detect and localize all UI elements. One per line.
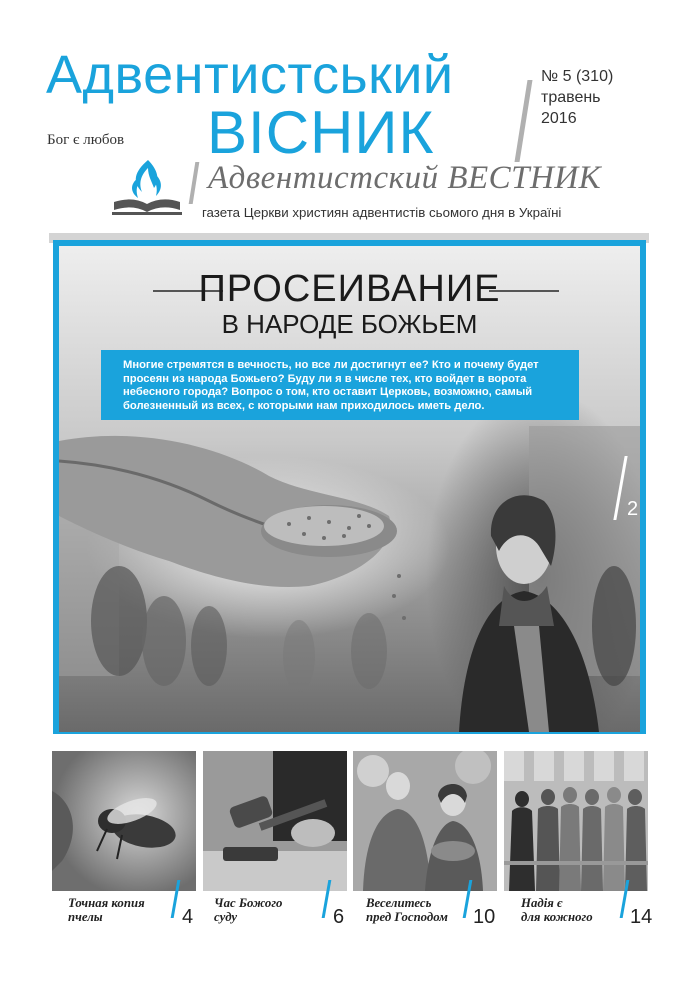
issue-month: травень — [541, 89, 601, 106]
couple-photo — [353, 751, 497, 891]
article-thumbnail-couple[interactable] — [353, 751, 497, 891]
article-thumbnail-bee[interactable] — [52, 751, 196, 891]
cover-page-number: 2 — [627, 498, 639, 520]
cover-lead-text: Многие стремятся в вечность, но все ли достигнут ее? Кто и почему будет просеян из народа Божьего? Буду ли я в числе тех, кто войдет в ворота небесного города? Вопрос о том, кто оставит Церковь, возможно, самый болезненный из всех, с которыми нам приходилось иметь дело. — [123, 359, 539, 412]
cover-headline-line1: ПРОСЕИВАНИЕ — [198, 268, 501, 310]
cover-headline-line2: В НАРОДЕ БОЖЬЕМ — [221, 309, 478, 339]
divider — [189, 162, 200, 204]
article-page-number: 6 — [333, 906, 345, 928]
article-thumbnail-group[interactable] — [504, 751, 648, 891]
article-title-line2: пчелы — [68, 910, 103, 924]
issue-info — [541, 66, 613, 129]
motto: Бог є любов — [47, 132, 125, 148]
article-title-line1: Веселитесь — [366, 896, 432, 910]
article-title-line1: Надія є — [521, 896, 563, 910]
article-title-line2: суду — [214, 910, 238, 924]
article-page-number: 10 — [473, 906, 496, 928]
article-title-line1: Час Божого — [214, 896, 283, 910]
article-title[interactable] — [521, 896, 593, 924]
cover-photo — [59, 246, 640, 732]
article-title[interactable] — [366, 896, 448, 924]
issue-number: № 5 (310) — [541, 68, 614, 85]
article-title-line1: Точная копия — [68, 896, 145, 910]
masthead-title-line1: Адвентистський — [46, 45, 454, 105]
bee-photo — [52, 751, 196, 891]
masthead-title-line2: ВІСНИК — [207, 99, 435, 166]
divider — [515, 80, 533, 162]
article-title-line2: пред Господом — [366, 910, 448, 924]
masthead-title-ru: Адвентистский ВЕСТНИК — [208, 160, 602, 196]
article-title[interactable] — [68, 896, 145, 924]
article-page-number: 14 — [630, 906, 653, 928]
gavel-photo — [203, 751, 347, 891]
church-logo-icon — [108, 158, 186, 220]
article-title-line2: для кожного — [521, 910, 593, 924]
cover-lead-box — [101, 350, 639, 520]
article-title[interactable] — [214, 896, 282, 924]
group-photo — [504, 751, 648, 891]
article-thumbnail-gavel[interactable] — [203, 751, 347, 891]
masthead-subtitle: газета Церкви християн адвентистів сьомого дня в Україні — [202, 205, 562, 220]
issue-year: 2016 — [541, 110, 577, 127]
cover-story[interactable] — [53, 240, 646, 734]
article-page-number: 4 — [182, 906, 194, 928]
